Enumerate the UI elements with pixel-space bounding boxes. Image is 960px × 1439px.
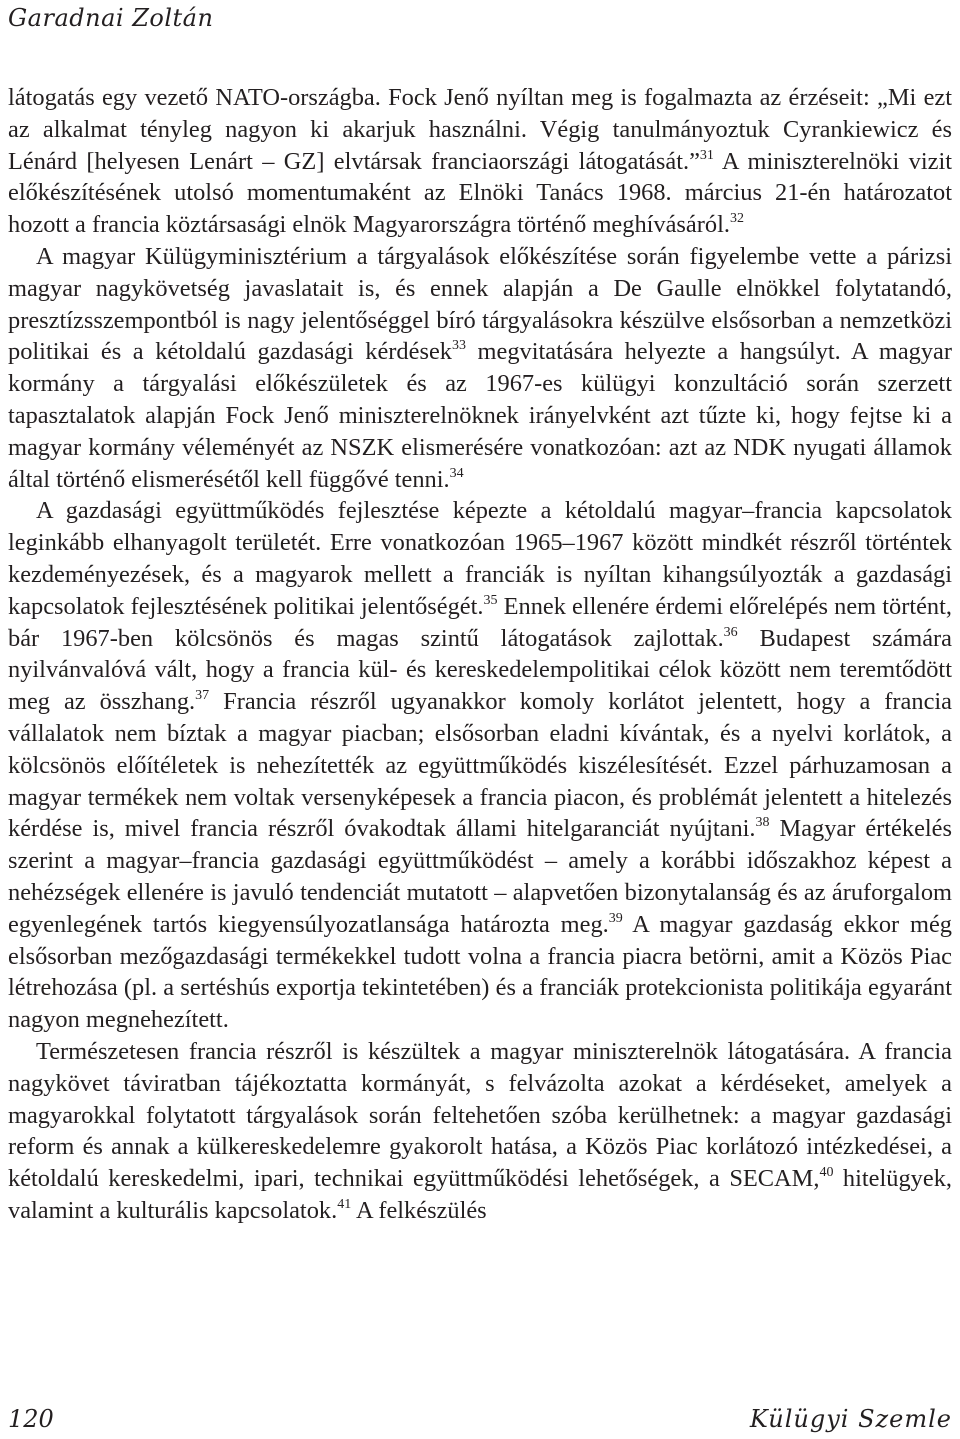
text-run: A magyar gazdaság ekkor még elsősorban mezőgazdasági termékekkel tudott volna a francia piacra betörni, amit a Közös Piac létrehozása (pl. a sertéshús exportja tekintetében) és a franciák protekcionista politikája egyaránt nagyon megnehezített. — [8, 910, 952, 1034]
text-run: megvitatására helyezte a hangsúlyt. A magyar kormány a tárgyalási előkészületek és az 1967-es külügyi konzultáció során szerzett tapasztalatok alapján Fock Jenő miniszterelnöknek irányelvként azt tűzte ki, hogy fejtse ki a magyar kormány véleményét az NSZK elismerésére vonatkozóan: azt az NDK nyugati államok által történő elismerésétől kell függővé tenni. — [8, 338, 952, 493]
text-run: Francia részről ugyanakkor komoly korlátot jelentett, hogy a francia vállalatok nem bíztak a magyar piacban; elsősorban eladni kívántak, és a nyelvi korlátok, a kölcsönös előítéletek is nehezítették az együttműködés kiszélesítését. Ezzel párhuzamosan a magyar termékek nem voltak versenyképesek a francia piacon, és problémát jelentett a hitelezés kérdése is, mivel francia részről óvakodtak állami hitelgaranciát nyújtani. — [8, 688, 952, 843]
text-run: Ennek ellenére érdemi előrelépés nem történt, bár 1967-ben kölcsönös és magas szintű látogatások zajlottak. — [8, 592, 952, 652]
footnote-marker[interactable]: 37 — [195, 688, 210, 704]
text-run: hitelügyek, valamint a kulturális kapcsolatok. — [8, 1165, 952, 1224]
footnote-marker[interactable]: 31 — [699, 147, 714, 163]
paragraph-1 — [8, 82, 952, 241]
footnote-marker[interactable]: 36 — [723, 624, 738, 640]
text-run: A magyar Külügyminisztérium a tárgyalások előkészítése során figyelembe vette a párizsi magyar nagykövetség javaslatait is, és ennek alapján a De Gaulle elnökkel folytatandó, presztízsszempontból is nagy jelentőséggel bíró tárgyalásokra készülve elsősorban a nemzetközi politikai és a kétoldalú gazdasági kérdések — [8, 242, 952, 366]
journal-title: Külügyi Szemle — [749, 1405, 952, 1433]
footnote-marker[interactable]: 32 — [729, 211, 744, 227]
footnote-marker[interactable]: 34 — [449, 465, 464, 481]
footnote-marker[interactable]: 33 — [451, 338, 466, 354]
footnote-marker[interactable]: 35 — [483, 592, 498, 608]
text-run: A miniszterelnöki vizit előkészítésének utolsó momentumaként az Elnöki Tanács 1968. március 21-én határozatot hozott a francia köztársasági elnök Magyarországra történő meghívásáról. — [8, 147, 952, 239]
page-number: 120 — [8, 1405, 54, 1433]
footnote-marker[interactable]: 39 — [608, 910, 623, 926]
paragraph-4 — [8, 1036, 952, 1227]
paragraph-2 — [8, 241, 952, 495]
running-head-author: Garadnai Zoltán — [8, 4, 214, 32]
footnote-marker[interactable]: 41 — [337, 1196, 352, 1212]
text-run: A gazdasági együttműködés fejlesztése képezte a kétoldalú magyar–francia kapcsolatok leginkább elhanyagolt területét. Erre vonatkozóan 1965–1967 között mindkét részről történtek kezdeményezések, és a magyarok mellett a franciák is nyíltan kihangsúlyozták a gazdasági kapcsolatok fejlesztésének politikai jelentőségét. — [8, 497, 952, 620]
paragraph-3 — [8, 495, 952, 1036]
text-run: Magyar értékelés szerint a magyar–francia gazdasági együttműködést – amely a korábbi időszakhoz képest a nehézségek ellenére is javuló tendenciát mutatott – alapvetően bizonytalanság és az áruforgalom egyenlegének tartós kiegyensúlyozatlansága határozta meg. — [8, 815, 952, 938]
article-body — [8, 82, 952, 1227]
text-run: Természetesen francia részről is készültek a magyar miniszterelnök látogatására. A francia nagykövet táviratban tájékoztatta kormányát, s felvázolta azokat a kérdéseket, amelyek a magyarokkal folytatott tárgyalások során feltehetően szóba kerülhetnek: a magyar gazdasági reform és annak a külkereskedelemre gyakorolt hatása, a Közös Piac korlátozó intézkedései, a kétoldalú kereskedelmi, ipari, technikai együttműködési lehetőségek, a SECAM, — [8, 1037, 952, 1193]
text-run: Budapest számára nyilvánvalóvá vált, hogy a francia kül- és kereskedelempolitikai célok között nem teremtődött meg az összhang. — [8, 624, 952, 716]
footnote-marker[interactable]: 40 — [819, 1165, 834, 1181]
footnote-marker[interactable]: 38 — [755, 815, 770, 831]
text-run: látogatás egy vezető NATO-országba. Fock Jenő nyíltan meg is fogalmazta az érzéseit: „Mi ezt az alkalmat tényleg nagyon ki akarjuk használni. Végig tanulmányoztuk Cyrankiewicz és Lénárd [helyesen Lenárt – GZ] elvtársak franciaországi látogatását.” — [8, 84, 952, 175]
text-run: A felkészülés — [351, 1196, 487, 1224]
